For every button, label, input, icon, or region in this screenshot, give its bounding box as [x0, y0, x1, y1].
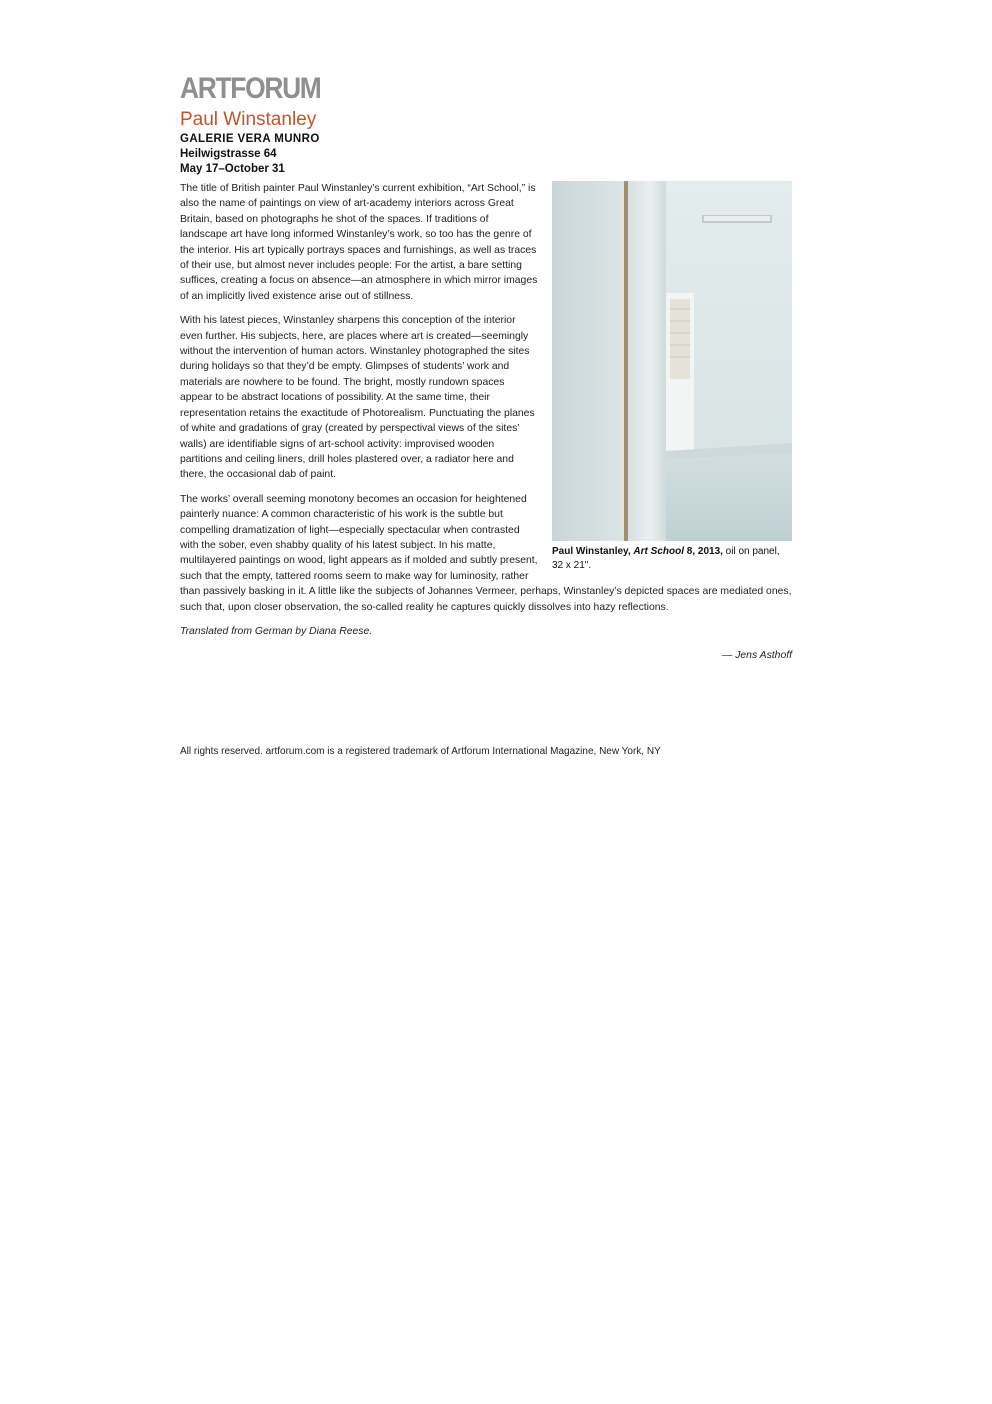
artwork-image [552, 181, 792, 541]
caption-medium: oil on panel, 32 x 21". [552, 546, 780, 571]
gallery-name: GALERIE VERA MUNRO [180, 133, 320, 145]
caption-title: Art School [633, 546, 684, 557]
caption-date: 8, 2013, [683, 546, 723, 557]
exhibition-dates: May 17–October 31 [180, 163, 285, 175]
artwork-figure [552, 181, 792, 573]
artwork-caption [552, 545, 792, 573]
article-body [180, 181, 792, 673]
caption-artist: Paul Winstanley, [552, 546, 631, 557]
article-title: Paul Winstanley [180, 109, 317, 130]
paragraph-3: The works’ overall seeming monotony becomes an occasion for heightened painterly nuance: A common characteristic of his work is the subtle but compelling dramatization of light—especially spectacular when contrasted with the sober, even shabby quality of his latest subject. In his matte, multilayered paintings on wood, light appears as if molded and subtly present, such that the empty, tattered rooms seem to make way for luminosity, rather than passively basking in it. A little like the subjects of Johannes Vermeer, perhaps, Winstanley’s depicted spaces are mediated ones, such that, upon closer observation, the so-called reality he captures quickly dissolves into hazy reflections. [180, 493, 792, 613]
author-byline: — Jens Asthoff [721, 650, 792, 662]
paragraph-2: With his latest pieces, Winstanley sharpens this conception of the interior even further. His subjects, here, are places where art is created—seemingly without the intervention of human actors. Winstanley photographed the sites during holidays so that they’d be empty. Glimpses of students’ work and materials are nowhere to be found. The bright, mostly rundown spaces appear to be abstract locations of possibility. At the same time, their representation retains the exactitude of Photorealism. Punctuating the planes of white and gradations of gray (created by perspectival views of the sites’ walls) are identifiable signs of art-school activity: improvised wooden partitions and ceiling liners, drill holes plastered over, a radiator here and there, the occasional dab of paint. [180, 315, 535, 481]
gallery-address: Heilwigstrasse 64 [180, 148, 277, 160]
artforum-logo: ARTFORUM [180, 72, 321, 105]
translator-credit: Translated from German by Diana Reese. [180, 625, 373, 637]
footer-copyright: All rights reserved. artforum.com is a registered trademark of Artforum International Magazine, New York, NY [180, 746, 661, 757]
paragraph-1: The title of British painter Paul Winstanley’s current exhibition, “Art School,” is also the name of paintings on view of art-academy interiors across Great Britain, based on photographs he shot of the spaces. If traditions of landscape art have long informed Winstanley’s work, so too has the genre of the interior. His art typically portrays spaces and furnishings, as well as traces of their use, but almost never includes people: For the artist, a bare setting suffices, creating a focus on absence—an atmosphere in which mirror images of an implicitly lived existence arise out of stillness. [180, 183, 538, 302]
